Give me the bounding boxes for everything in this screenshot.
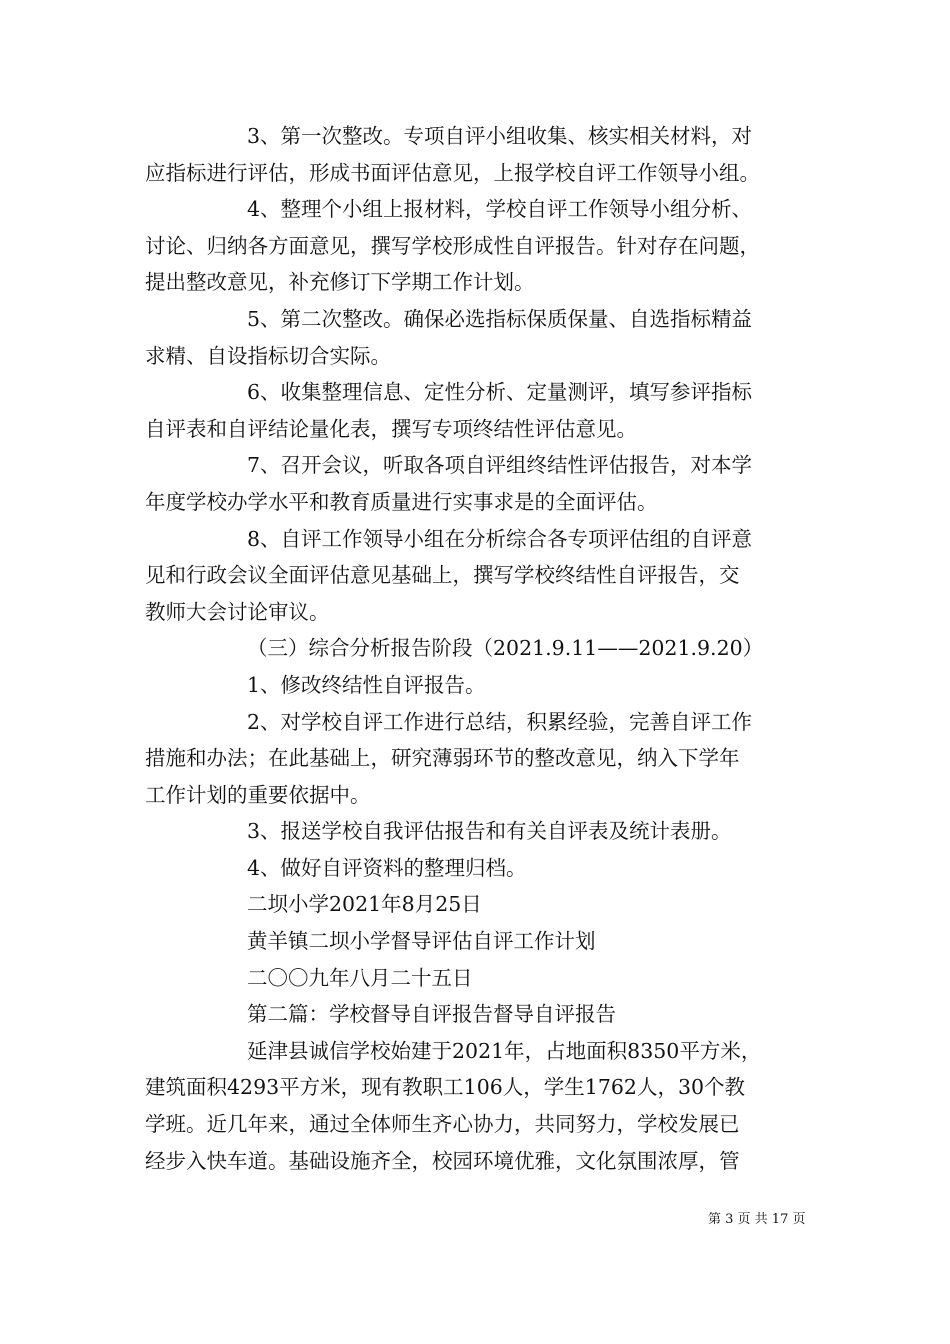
document-body — [145, 118, 810, 1179]
paragraph-line: 工作计划的重要依据中。 — [145, 782, 371, 807]
paragraph-line: 4、做好自评资料的整理归档。 — [247, 855, 527, 880]
paragraph-line: 教师大会讨论审议。 — [145, 599, 330, 624]
paragraph-line: 见和行政会议全面评估意见基础上，撰写学校终结性自评报告，交 — [145, 563, 740, 588]
paragraph-line: 4、整理个小组上报材料，学校自评工作领导小组分析、 — [247, 197, 753, 222]
paragraph-line: 延津县诚信学校始建于2021年，占地面积8350平方米， — [247, 1038, 762, 1063]
document-date: 二〇〇九年八月二十五日 — [247, 965, 473, 990]
paragraph-line: 7、召开会议，听取各项自评组终结性评估报告，对本学 — [247, 453, 753, 478]
document-title: 黄羊镇二坝小学督导评估自评工作计划 — [247, 929, 596, 954]
paragraph-line: 3、第一次整改。专项自评小组收集、核实相关材料，对 — [247, 124, 753, 148]
paragraph-line: 8、自评工作领导小组在分析综合各专项评估组的自评意 — [247, 526, 753, 551]
paragraph-line: 2、对学校自评工作进行总结，积累经验，完善自评工作 — [247, 709, 753, 734]
paragraph-line: 提出整改意见，补充修订下学期工作计划。 — [145, 270, 535, 295]
paragraph-line: 讨论、归纳各方面意见，撰写学校形成性自评报告。针对存在问题， — [145, 233, 760, 258]
chapter-heading: 第二篇：学校督导自评报告督导自评报告 — [247, 1002, 616, 1027]
paragraph-line: 自评表和自评结论量化表，撰写专项终结性评估意见。 — [145, 416, 637, 441]
paragraph-line: 经步入快车道。基础设施齐全，校园环境优雅，文化氛围浓厚，管 — [145, 1148, 740, 1173]
paragraph-line: 年度学校办学水平和教育质量进行实事求是的全面评估。 — [145, 489, 658, 514]
paragraph-line: 3、报送学校自我评估报告和有关自评表及统计表册。 — [247, 819, 732, 844]
paragraph-line: 5、第二次整改。确保必选指标保质保量、自选指标精益 — [247, 306, 753, 331]
paragraph-line: 1、修改终结性自评报告。 — [247, 672, 486, 697]
paragraph-line: 建筑面积4293平方米，现有教职工106人，学生1762人，30个教 — [145, 1075, 746, 1100]
section-heading: （三）综合分析报告阶段（2021.9.11——2021.9.20） — [247, 636, 764, 661]
paragraph-line: 应指标进行评估，形成书面评估意见，上报学校自评工作领导小组。 — [145, 160, 760, 185]
paragraph-line: 求精、自设指标切合实际。 — [145, 343, 391, 368]
paragraph-line: 措施和办法；在此基础上，研究薄弱环节的整改意见，纳入下学年 — [145, 746, 740, 771]
page-number: 第 3 页 共 17 页 — [708, 1212, 806, 1227]
paragraph-line: 学班。近几年来，通过全体师生齐心协力，共同努力，学校发展已 — [145, 1112, 740, 1137]
paragraph-line: 6、收集整理信息、定性分析、定量测评，填写参评指标 — [247, 380, 753, 405]
signature-date: 二坝小学2021年8月25日 — [247, 892, 482, 917]
